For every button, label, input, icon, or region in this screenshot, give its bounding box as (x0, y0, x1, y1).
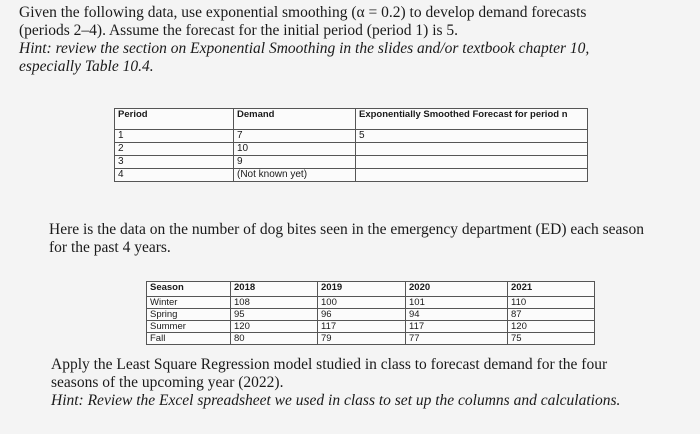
value-cell: 101 (406, 297, 508, 309)
season-cell: Fall (147, 333, 231, 345)
dog-bites-table (146, 281, 595, 345)
forecast-cell (356, 169, 588, 182)
header-forecast: Exponentially Smoothed Forecast for period n (356, 109, 588, 130)
demand-cell: (Not known yet) (234, 169, 356, 182)
period-cell: 2 (115, 143, 234, 156)
exponential-smoothing-instructions (19, 4, 689, 76)
value-cell: 117 (406, 321, 508, 333)
regression-instructions (51, 356, 691, 410)
header-year: 2018 (231, 282, 318, 297)
header-season: Season (147, 282, 231, 297)
demand-cell: 10 (234, 143, 356, 156)
header-year: 2021 (508, 282, 595, 297)
header-demand: Demand (234, 109, 356, 130)
value-cell: 108 (231, 297, 318, 309)
dog-bites-intro (49, 221, 689, 257)
value-cell: 96 (318, 309, 406, 321)
season-cell: Summer (147, 321, 231, 333)
hint-line: Hint: review the section on Exponential Smoothing in the slides and/or textbook chapter 10, (19, 40, 590, 57)
value-cell: 80 (231, 333, 318, 345)
instruction-line: seasons of the upcoming year (2022). (51, 374, 284, 391)
hint-line: Hint: Review the Excel spreadsheet we used in class to set up the columns and calculations. (51, 392, 621, 409)
value-cell: 75 (508, 333, 595, 345)
value-cell: 87 (508, 309, 595, 321)
instruction-line: (periods 2–4). Assume the forecast for the initial period (period 1) is 5. (19, 22, 459, 39)
table-row (147, 321, 595, 333)
value-cell: 120 (231, 321, 318, 333)
header-year: 2019 (318, 282, 406, 297)
forecast-cell: 5 (356, 130, 588, 143)
season-cell: Winter (147, 297, 231, 309)
value-cell: 77 (406, 333, 508, 345)
table-row (115, 143, 588, 156)
intro-line: Here is the data on the number of dog bites seen in the emergency department (ED) each season (49, 221, 644, 238)
instruction-line: Apply the Least Square Regression model studied in class to forecast demand for the four (51, 356, 608, 373)
intro-line: for the past 4 years. (49, 239, 171, 256)
forecast-cell (356, 156, 588, 169)
table-header-row (147, 282, 595, 297)
table-row (147, 309, 595, 321)
table-row (147, 333, 595, 345)
instruction-line: Given the following data, use exponential smoothing (α = 0.2) to develop demand forecasts (19, 4, 587, 21)
table-header-row (115, 109, 588, 130)
hint-line: especially Table 10.4. (19, 58, 154, 75)
demand-cell: 7 (234, 130, 356, 143)
value-cell: 110 (508, 297, 595, 309)
table-row (115, 169, 588, 182)
header-year: 2020 (406, 282, 508, 297)
value-cell: 79 (318, 333, 406, 345)
forecast-cell (356, 143, 588, 156)
period-cell: 3 (115, 156, 234, 169)
table-row (115, 130, 588, 143)
table-row (147, 297, 595, 309)
header-period: Period (115, 109, 234, 130)
season-cell: Spring (147, 309, 231, 321)
table-row (115, 156, 588, 169)
period-cell: 4 (115, 169, 234, 182)
demand-cell: 9 (234, 156, 356, 169)
value-cell: 95 (231, 309, 318, 321)
period-cell: 1 (115, 130, 234, 143)
value-cell: 117 (318, 321, 406, 333)
demand-table (114, 108, 588, 182)
value-cell: 94 (406, 309, 508, 321)
value-cell: 120 (508, 321, 595, 333)
value-cell: 100 (318, 297, 406, 309)
